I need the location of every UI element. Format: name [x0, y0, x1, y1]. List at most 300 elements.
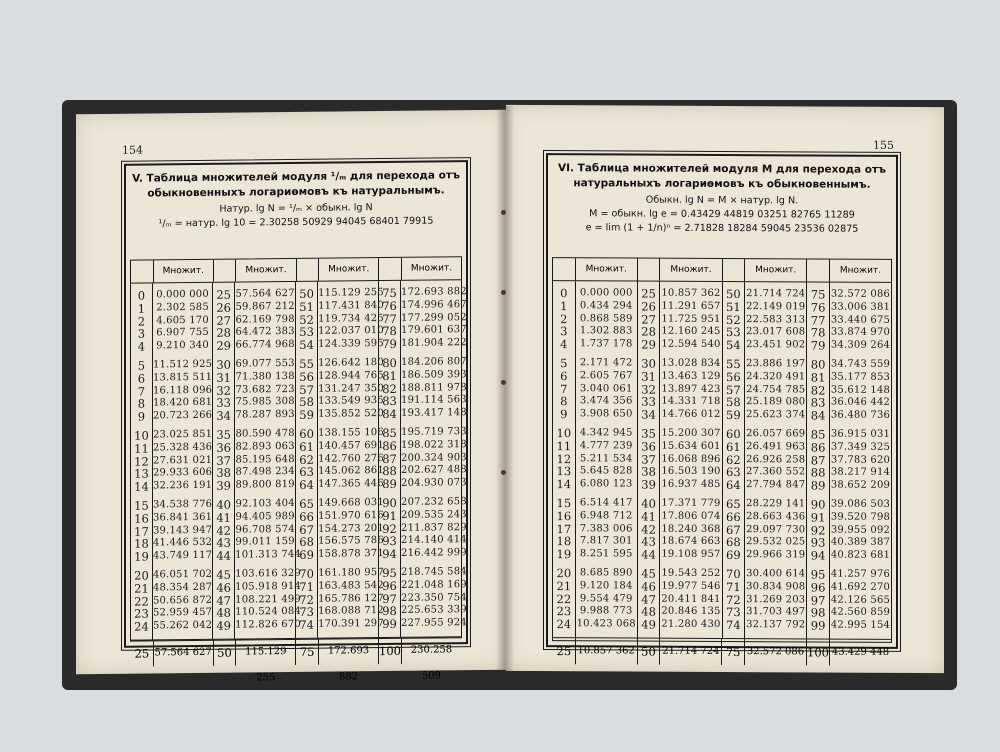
table-cell-value: 62.169 798 [235, 313, 295, 326]
table-cell-number: 70 [726, 566, 741, 582]
column-header-label: Множит. [839, 265, 882, 276]
table-cell-value: 4.342 945 [579, 427, 633, 439]
table-cell-value: 135.852 520 [318, 408, 384, 420]
table-cell-number: 36 [216, 440, 231, 455]
table-cell-value: 35.177 853 [830, 371, 891, 383]
table-cell-value: 27.794 847 [746, 479, 806, 491]
table-cell-value: 24.320 491 [746, 370, 806, 383]
table-cell-value: 41.257 976 [830, 568, 891, 580]
table-cell-number: 47 [641, 592, 656, 607]
table-cell-number: 75 [382, 285, 397, 301]
table-cell-number: 25 [131, 640, 154, 666]
table-cell-value: 0.434 294 [579, 300, 633, 312]
table-cell-value: 36.046 442 [830, 396, 891, 409]
table-cell-value: 18.420 681 [152, 397, 213, 409]
binding-hole [501, 210, 506, 215]
table-cell-number: 28 [641, 324, 656, 340]
table-cell-number: 66 [726, 509, 741, 524]
table-cell-number: 35 [641, 426, 656, 441]
table-cell-number: 22 [134, 594, 149, 609]
table-cell-value: 16.503 190 [661, 466, 721, 478]
table-cell-value: 11.725 951 [661, 313, 721, 325]
table-cell-value: 0.000 000 [579, 287, 633, 299]
spacer [213, 633, 234, 639]
table-cell-number: 67 [299, 522, 314, 537]
table-cell-value: 34.309 264 [830, 339, 891, 352]
table-cell-value: 177.299 052 [401, 311, 467, 324]
table-cell-value: 122.037 010 [318, 325, 384, 338]
table-cell-value: 41.446 532 [152, 537, 213, 549]
table-cell-value: 119.734 425 [318, 312, 384, 325]
table-cell-value: 2.605 767 [579, 370, 633, 382]
table-cell-value: 38.652 209 [830, 479, 891, 492]
table-cell-number: 56 [726, 369, 741, 384]
table-cell-value: 181.904 222 [401, 337, 467, 350]
table-cell-value: 10.423 068 [576, 618, 636, 630]
table-cell-value: 28.229 141 [746, 498, 806, 510]
table-cell-value: 21.714 724 [660, 639, 722, 665]
table-cell-value: 209.535 243 [401, 508, 467, 521]
table-cell-number: 51 [299, 299, 314, 314]
table-cell-value: 36.841 361 [152, 511, 213, 524]
spacer [235, 632, 295, 639]
table-cell-value: 112.826 670 [235, 619, 301, 631]
table-cell-number: 96 [382, 578, 397, 593]
table-cell-number: 5 [560, 356, 568, 371]
value-column [576, 281, 638, 637]
table-cell-number: 59 [726, 408, 741, 423]
table-cell-number: 49 [216, 618, 231, 633]
table-cell-value: 8.685 890 [579, 567, 633, 579]
table-cell-number: 46 [216, 580, 231, 595]
spacer [553, 631, 575, 637]
table-cell-value: 133.549 935 [318, 395, 384, 408]
table-cell-value: 43.749 117 [152, 549, 213, 562]
table-cell-number: 87 [382, 451, 397, 466]
spacer [576, 631, 637, 637]
table-cell-number: 34 [216, 408, 231, 423]
table-cell-value: 3.474 356 [579, 395, 633, 407]
table-cell-value: 41.692 270 [830, 581, 891, 593]
table-cell-number: 14 [556, 477, 572, 492]
binding-hole [501, 470, 506, 475]
table-cell-number: 90 [382, 495, 397, 510]
table-cell-value: 15.200 307 [661, 427, 721, 439]
table-cell-number: 45 [641, 566, 656, 581]
spacer [379, 631, 400, 637]
table-cell-value: 96.708 574 [235, 523, 295, 536]
table-cell-value: 40.823 681 [830, 549, 891, 562]
table-cell-value: 46.051 702 [152, 568, 213, 581]
formula: M = обыкн. lg e = 0.43429 44819 03251 82765 11289 [589, 208, 855, 222]
column-header-number [214, 260, 237, 282]
table-cell-value: 2.171 472 [579, 357, 633, 369]
table-cell-number: 35 [216, 427, 231, 442]
table-cell-number: 13 [556, 464, 572, 479]
table-cell-value: 8.251 595 [579, 548, 633, 560]
table-cell-value: 0.000 000 [156, 288, 209, 301]
table-last-row [553, 637, 891, 666]
table-cell-value: 40.389 387 [830, 536, 891, 549]
column-header-label: Множит. [319, 258, 379, 281]
table-cell-number: 85 [382, 425, 397, 441]
table-cell-value: 22.583 313 [746, 313, 806, 326]
table-cell-value: 18.674 663 [661, 536, 721, 548]
table-cell-number: 18 [556, 534, 572, 549]
table-cell-number: 10 [134, 428, 149, 443]
table-cell-number: 69 [726, 548, 741, 563]
table-cell-value: 57.564 627 [235, 287, 295, 300]
table-cell-number: 77 [382, 311, 397, 326]
table-cell-value: 223.350 754 [401, 591, 467, 604]
table-frame [124, 160, 468, 684]
spacer [830, 632, 891, 638]
table-cell-value: 9.210 340 [156, 340, 209, 352]
table-cell-number: 3 [137, 326, 146, 341]
table-cell-number: 44 [641, 547, 656, 562]
table-cell-value: 92.103 404 [235, 497, 295, 510]
table-cell-number: 15 [134, 498, 149, 513]
table-cell-value: 42.560 859 [830, 606, 891, 619]
table-cell-value: 188.811 978 [401, 381, 467, 394]
spacer [745, 632, 806, 638]
table-cell-value: 163.483 542 [318, 579, 384, 592]
table-cell-number: 88 [810, 465, 826, 480]
table-cell-number: 44 [216, 548, 231, 563]
table-cell-number: 22 [556, 591, 572, 606]
table-cell-value: 20.411 841 [661, 593, 721, 605]
table-cell-value: 10.857 362 [661, 287, 721, 299]
table-cell-number: 55 [299, 356, 314, 371]
table-cell-number: 20 [134, 568, 149, 583]
spacer [723, 632, 745, 638]
table-cell-number: 80 [810, 357, 826, 372]
table-cell-number: 92 [810, 522, 826, 538]
table-cell-value: 126.642 180 [318, 357, 384, 369]
table-cell-number: 1 [137, 301, 146, 316]
value-column [401, 280, 467, 637]
table-cell-value: 89.800 819 [235, 479, 295, 491]
table-cell-number: 99 [810, 618, 826, 633]
table-cell-value: 115.129 255 [318, 287, 384, 299]
table-cell-number: 48 [216, 605, 231, 621]
table-body [131, 280, 467, 639]
table-cell-value: 20.846 135 [661, 605, 721, 618]
table-cell-value: 34.743 559 [830, 358, 891, 370]
table-cell-value: 28.663 436 [746, 510, 806, 523]
table-cell-value: 26.926 258 [746, 453, 806, 465]
table-cell-number: 94 [810, 548, 826, 563]
table-cell-number: 23 [134, 606, 149, 621]
table-cell-number: 68 [299, 535, 314, 550]
table-cell-value: 39.520 798 [830, 511, 891, 523]
table-cell-number: 7 [137, 384, 146, 399]
table-cell-number: 87 [810, 453, 826, 468]
table-cell-value: 29.966 319 [746, 549, 806, 561]
table-cell-number: 63 [726, 465, 741, 480]
binding-hole [501, 290, 506, 295]
table-cell-number: 45 [216, 567, 231, 582]
table-cell-number: 39 [641, 477, 656, 492]
table-cell-value: 37.349 325 [830, 441, 891, 453]
table-cell-number: 74 [299, 617, 314, 633]
table-cell-value: 158.878 371 [318, 548, 384, 560]
table-cell-number: 16 [134, 511, 149, 526]
table-cell-value: 6.948 712 [579, 509, 633, 522]
table-cell-value: 108.221 499 [235, 593, 301, 606]
table-cell-number: 50 [214, 639, 237, 665]
table-cell-number: 30 [216, 357, 231, 372]
table-cell-value: 151.970 616 [318, 509, 384, 522]
table-title: VI. Таблица множителей модуля M для перехода отъ натуральныхъ логариѳмовъ къ обыкновеннымъ. [557, 162, 886, 191]
column-header-number [723, 259, 746, 281]
table-cell-number: 72 [299, 592, 314, 607]
table-cell-number: 62 [726, 452, 741, 467]
column-header-label: Множит. [154, 260, 214, 283]
table-cell-number: 94 [382, 547, 397, 562]
table-cell-number: 98 [382, 604, 397, 619]
table-cell-value: 11.291 657 [661, 300, 721, 312]
table-cell-number: 17 [134, 524, 149, 539]
column-header-label: Множит. [576, 258, 638, 280]
table-cell-value: 128.944 765 [318, 369, 384, 382]
table-cell-value: 7.383 006 [579, 522, 633, 535]
table-cell-number: 6 [137, 371, 146, 386]
table-cell-number: 100 [379, 638, 402, 664]
table-cell-value: 4.777 239 [579, 440, 633, 452]
table-cell-number: 49 [641, 617, 656, 632]
table-cell-number: 79 [382, 337, 397, 352]
table-cell-number: 31 [216, 370, 231, 385]
table-cell-number: 83 [382, 394, 397, 409]
table-cell-number: 59 [299, 407, 314, 423]
table-cell-value: 5.645 828 [579, 465, 633, 477]
spacer [660, 632, 721, 638]
table-cell-number: 84 [810, 408, 826, 423]
table-cell-number: 50 [726, 287, 741, 302]
table-cell-value: 13.028 834 [661, 357, 721, 369]
table-cell-number: 25 [553, 638, 576, 664]
table-cell-value: 202.627 488 [401, 464, 467, 477]
spacer [296, 632, 317, 638]
table-cell-number: 39 [216, 478, 231, 493]
table-cell-number: 99 [382, 617, 397, 632]
value-column [153, 283, 213, 640]
value-column [660, 282, 722, 638]
table-cell-number: 41 [641, 509, 656, 524]
table-cell-value: 32.236 191 [152, 479, 213, 492]
table-cell-number: 28 [216, 326, 231, 341]
table-cell-value: 64.472 383 [235, 326, 295, 338]
table-cell-value: 42.126 565 [830, 594, 891, 606]
table-cell-number: 31 [641, 369, 656, 384]
table-cell-value: 43.429 448 [831, 646, 890, 658]
table-cell-number: 81 [382, 368, 397, 383]
value-column [830, 283, 891, 639]
table-cell-value: 140.457 691 [318, 439, 384, 452]
table-cell-value: 85.195 648 [235, 453, 295, 466]
table-cell-number: 47 [216, 593, 231, 608]
table-cell-value: 5.211 534 [579, 452, 633, 465]
table-cell-value: 149.668 031 [318, 496, 384, 509]
table-cell-value: 179.601 637 [401, 324, 467, 337]
table-cell-value: 55.262 042 [152, 619, 213, 632]
table-cell-value: 42.995 154 [830, 619, 891, 631]
table-cell-value: 82.893 063 [235, 440, 295, 453]
table-cell-value: 30.834 908 [746, 580, 806, 593]
table-cell-number: 23 [556, 604, 572, 619]
table-cell-number: 95 [810, 567, 826, 582]
column-header-label: Множит. [236, 259, 296, 282]
table-cell-value: 31.703 497 [746, 606, 806, 618]
table-cell-number: 61 [299, 439, 314, 454]
table-cell-number: 2 [560, 311, 568, 326]
formula: e = lim (1 + 1/n)ⁿ = 2.71828 18284 59045 23536 02875 [585, 222, 859, 235]
table-cell-value: 16.937 485 [661, 478, 721, 491]
spacer [807, 632, 829, 638]
table-cell-value: 87.498 234 [235, 466, 295, 478]
table-cell-number: 76 [382, 298, 397, 313]
table-cell-value: 38.217 914 [830, 466, 891, 479]
table-cell-number: 48 [641, 604, 656, 619]
table-cell-number: 41 [216, 510, 231, 525]
table-cell-number: 93 [382, 534, 397, 549]
table-cell-value: 29.933 606 [152, 467, 213, 479]
table-cell-number: 64 [299, 477, 314, 493]
table-cell-number: 21 [134, 581, 149, 596]
table-cell-value: 13.463 129 [661, 370, 721, 382]
table-body [553, 281, 891, 639]
table-cell-value: 103.616 329 [235, 567, 301, 580]
table-cell-number: 7 [560, 381, 568, 396]
table-cell-number: 43 [641, 534, 656, 549]
table-cell-number: 65 [299, 496, 314, 511]
table-cell-value: 6.907 755 [156, 327, 209, 339]
table-cell-value: 39.086 503 [830, 498, 891, 510]
column-header-number [379, 258, 402, 280]
table-cell-number: 38 [641, 464, 656, 479]
table-cell-value: 221.048 169 [401, 578, 467, 591]
table-cell-value: 32.137 792 [746, 619, 806, 631]
column-header-label: Множит. [410, 263, 453, 274]
table-cell-number: 9 [560, 407, 568, 422]
table-cell-value: 23.451 902 [746, 339, 806, 351]
table-cell-number: 46 [641, 579, 656, 594]
table-cell-number: 52 [726, 312, 741, 327]
column-header-row [131, 257, 461, 283]
table-cell-value: 170.391 297 [318, 618, 384, 630]
table-cell-number: 66 [299, 509, 314, 524]
table-cell-number: 17 [556, 521, 572, 536]
table-cell-number: 91 [810, 510, 826, 525]
table-cell-number: 53 [726, 325, 741, 340]
value-column [235, 282, 301, 639]
table-cell-number: 19 [134, 549, 149, 564]
table-cell-number: 82 [382, 381, 397, 396]
table-cell-value: 225.653 339 [401, 604, 467, 617]
table-cell-value: 172.693 882 [319, 638, 379, 665]
table-last-row [131, 636, 461, 684]
table-cell-number: 71 [299, 579, 314, 594]
table-cell-value: 18.240 368 [661, 523, 721, 535]
table-title: V. Таблица множителей модуля ¹/ₘ для перехода отъ обыкновенныхъ логариѳмовъ къ натуральнымъ. [132, 169, 460, 200]
table-cell-number: 83 [810, 395, 826, 410]
table-cell-value: 24.754 785 [746, 383, 806, 395]
table-header [548, 155, 896, 257]
table-cell-number: 90 [810, 497, 826, 512]
table-cell-value: 78.287 893 [235, 409, 295, 421]
table-cell-value: 16.118 096 [152, 384, 213, 397]
table-cell-number: 29 [641, 337, 656, 352]
table-cell-value: 94.405 989 [235, 510, 295, 523]
multiplier-table [130, 256, 467, 684]
table-cell-number: 60 [726, 426, 741, 442]
table-cell-value: 9.120 184 [579, 579, 633, 592]
table-cell-number: 70 [299, 566, 314, 581]
table-cell-number: 34 [641, 407, 656, 422]
table-cell-number: 42 [216, 523, 231, 538]
formula: Обыкн. lg N = M × натур. lg N. [645, 195, 799, 207]
table-cell-number: 20 [556, 566, 572, 581]
left-page [76, 110, 506, 684]
table-header [126, 162, 466, 258]
table-cell-number: 42 [641, 522, 656, 537]
table-cell-number: 25 [641, 286, 656, 301]
number-column [379, 281, 401, 637]
table-cell-value: 80.590 478 [235, 427, 295, 440]
right-page [506, 105, 944, 673]
value-column [745, 282, 807, 638]
table-cell-number: 25 [216, 287, 231, 302]
table-cell-value: 9.554 479 [579, 592, 633, 605]
table-cell-value: 110.524 084 [235, 606, 301, 618]
table-cell-number: 30 [641, 356, 656, 371]
table-cell-number: 26 [216, 300, 231, 315]
column-header-number [131, 260, 154, 282]
table-cell-number: 67 [726, 522, 741, 537]
table-cell-value: 16.068 896 [661, 453, 721, 465]
table-cell-number: 2 [137, 314, 146, 329]
table-cell-value: 214.140 414 [401, 534, 467, 547]
spacer [153, 633, 212, 640]
table-cell-value: 66.774 968 [235, 339, 295, 351]
table-cell-value: 73.682 723 [235, 383, 295, 396]
table-cell-value: 4.605 170 [156, 314, 209, 327]
table-cell-value: 14.331 718 [661, 396, 721, 408]
table-cell-value: 37.783 620 [830, 454, 891, 466]
table-cell-value: 25.623 374 [746, 409, 806, 421]
table-cell-value: 6.514 417 [579, 497, 633, 509]
table-cell-value: 17.806 074 [661, 510, 721, 522]
column-header-label: Множит. [660, 259, 722, 281]
table-cell-number: 0 [137, 288, 146, 303]
spacer [638, 631, 660, 637]
table-cell-value: 36.915 031 [830, 428, 891, 440]
table-cell-number: 10 [556, 426, 572, 441]
number-column [723, 282, 746, 638]
table-cell-number: 64 [726, 478, 741, 493]
table-cell-number: 69 [299, 547, 314, 563]
table-cell-value: 71.380 138 [235, 370, 295, 383]
table-cell-number: 27 [216, 313, 231, 328]
table-cell-number: 21 [556, 578, 572, 593]
table-cell-value: 172.693 882 [401, 286, 467, 298]
number-column [213, 283, 235, 639]
table-cell-number: 26 [641, 299, 656, 314]
table-cell-value: 26.057 669 [746, 428, 806, 440]
table-cell-number: 100 [807, 639, 830, 665]
table-cell-number: 72 [726, 592, 741, 607]
